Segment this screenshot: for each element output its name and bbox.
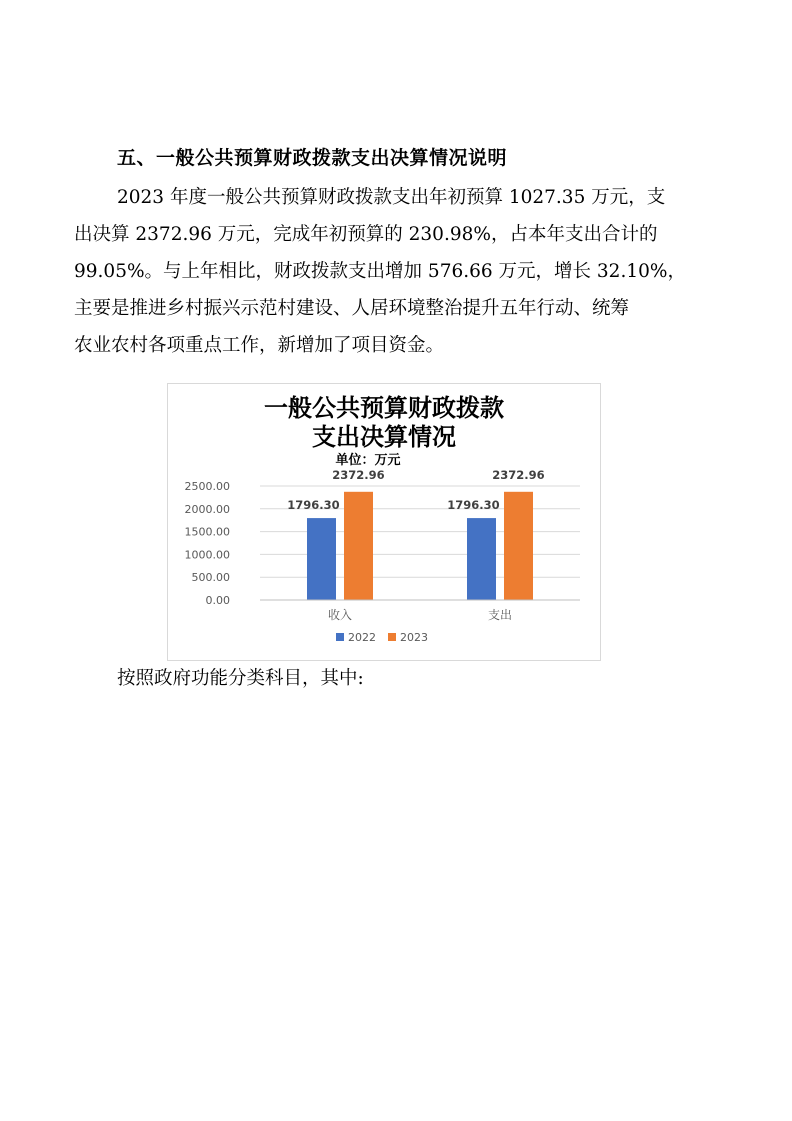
section-heading: 五、一般公共预算财政拨款支出决算情况说明 <box>117 147 508 169</box>
paragraph-line: 农业农村各项重点工作，新增加了项目资金。 <box>74 335 445 356</box>
bar-2022 <box>467 518 496 600</box>
legend-label: 2023 <box>400 631 428 644</box>
chart-title-line2: 支出决算情况 <box>312 423 456 451</box>
y-tick-label: 2000.00 <box>184 502 230 516</box>
y-tick-label: 1000.00 <box>184 548 230 562</box>
data-label: 2372.96 <box>492 467 545 482</box>
legend-swatch-2022 <box>336 633 344 641</box>
paragraph-line: 2023 年度一般公共预算财政拨款支出年初预算 1027.35 万元，支 <box>117 187 666 208</box>
y-tick-label: 0.00 <box>205 594 230 607</box>
body-paragraph <box>74 179 722 364</box>
chart-subtitle: 单位：万元 <box>335 453 401 468</box>
legend-swatch-2023 <box>388 633 396 641</box>
bar-chart <box>167 383 601 661</box>
paragraph-line: 出决算 2372.96 万元，完成年初预算的 230.98%，占本年支出合计的 <box>74 224 658 245</box>
y-tick-label: 500.00 <box>191 571 230 585</box>
data-label: 1796.30 <box>287 498 340 513</box>
x-tick-label: 收入 <box>327 608 353 622</box>
data-label: 2372.96 <box>332 467 385 482</box>
bar-2022 <box>307 518 336 600</box>
chart-title-line1: 一般公共预算财政拨款 <box>264 394 504 422</box>
bar-2023 <box>504 492 533 600</box>
legend-label: 2022 <box>348 631 376 644</box>
x-tick-label: 支出 <box>487 608 513 622</box>
chart-canvas <box>168 384 600 660</box>
y-tick-label: 1500.00 <box>184 525 230 539</box>
bar-2023 <box>344 492 373 600</box>
y-tick-label: 2500.00 <box>184 480 230 493</box>
paragraph-line: 99.05%。与上年相比，财政拨款支出增加 576.66 万元，增长 32.10%， <box>74 261 686 282</box>
data-label: 1796.30 <box>447 498 500 513</box>
closing-text: 按照政府功能分类科目，其中: <box>117 668 364 689</box>
paragraph-line: 主要是推进乡村振兴示范村建设、人居环境整治提升五年行动、统筹 <box>74 298 630 319</box>
